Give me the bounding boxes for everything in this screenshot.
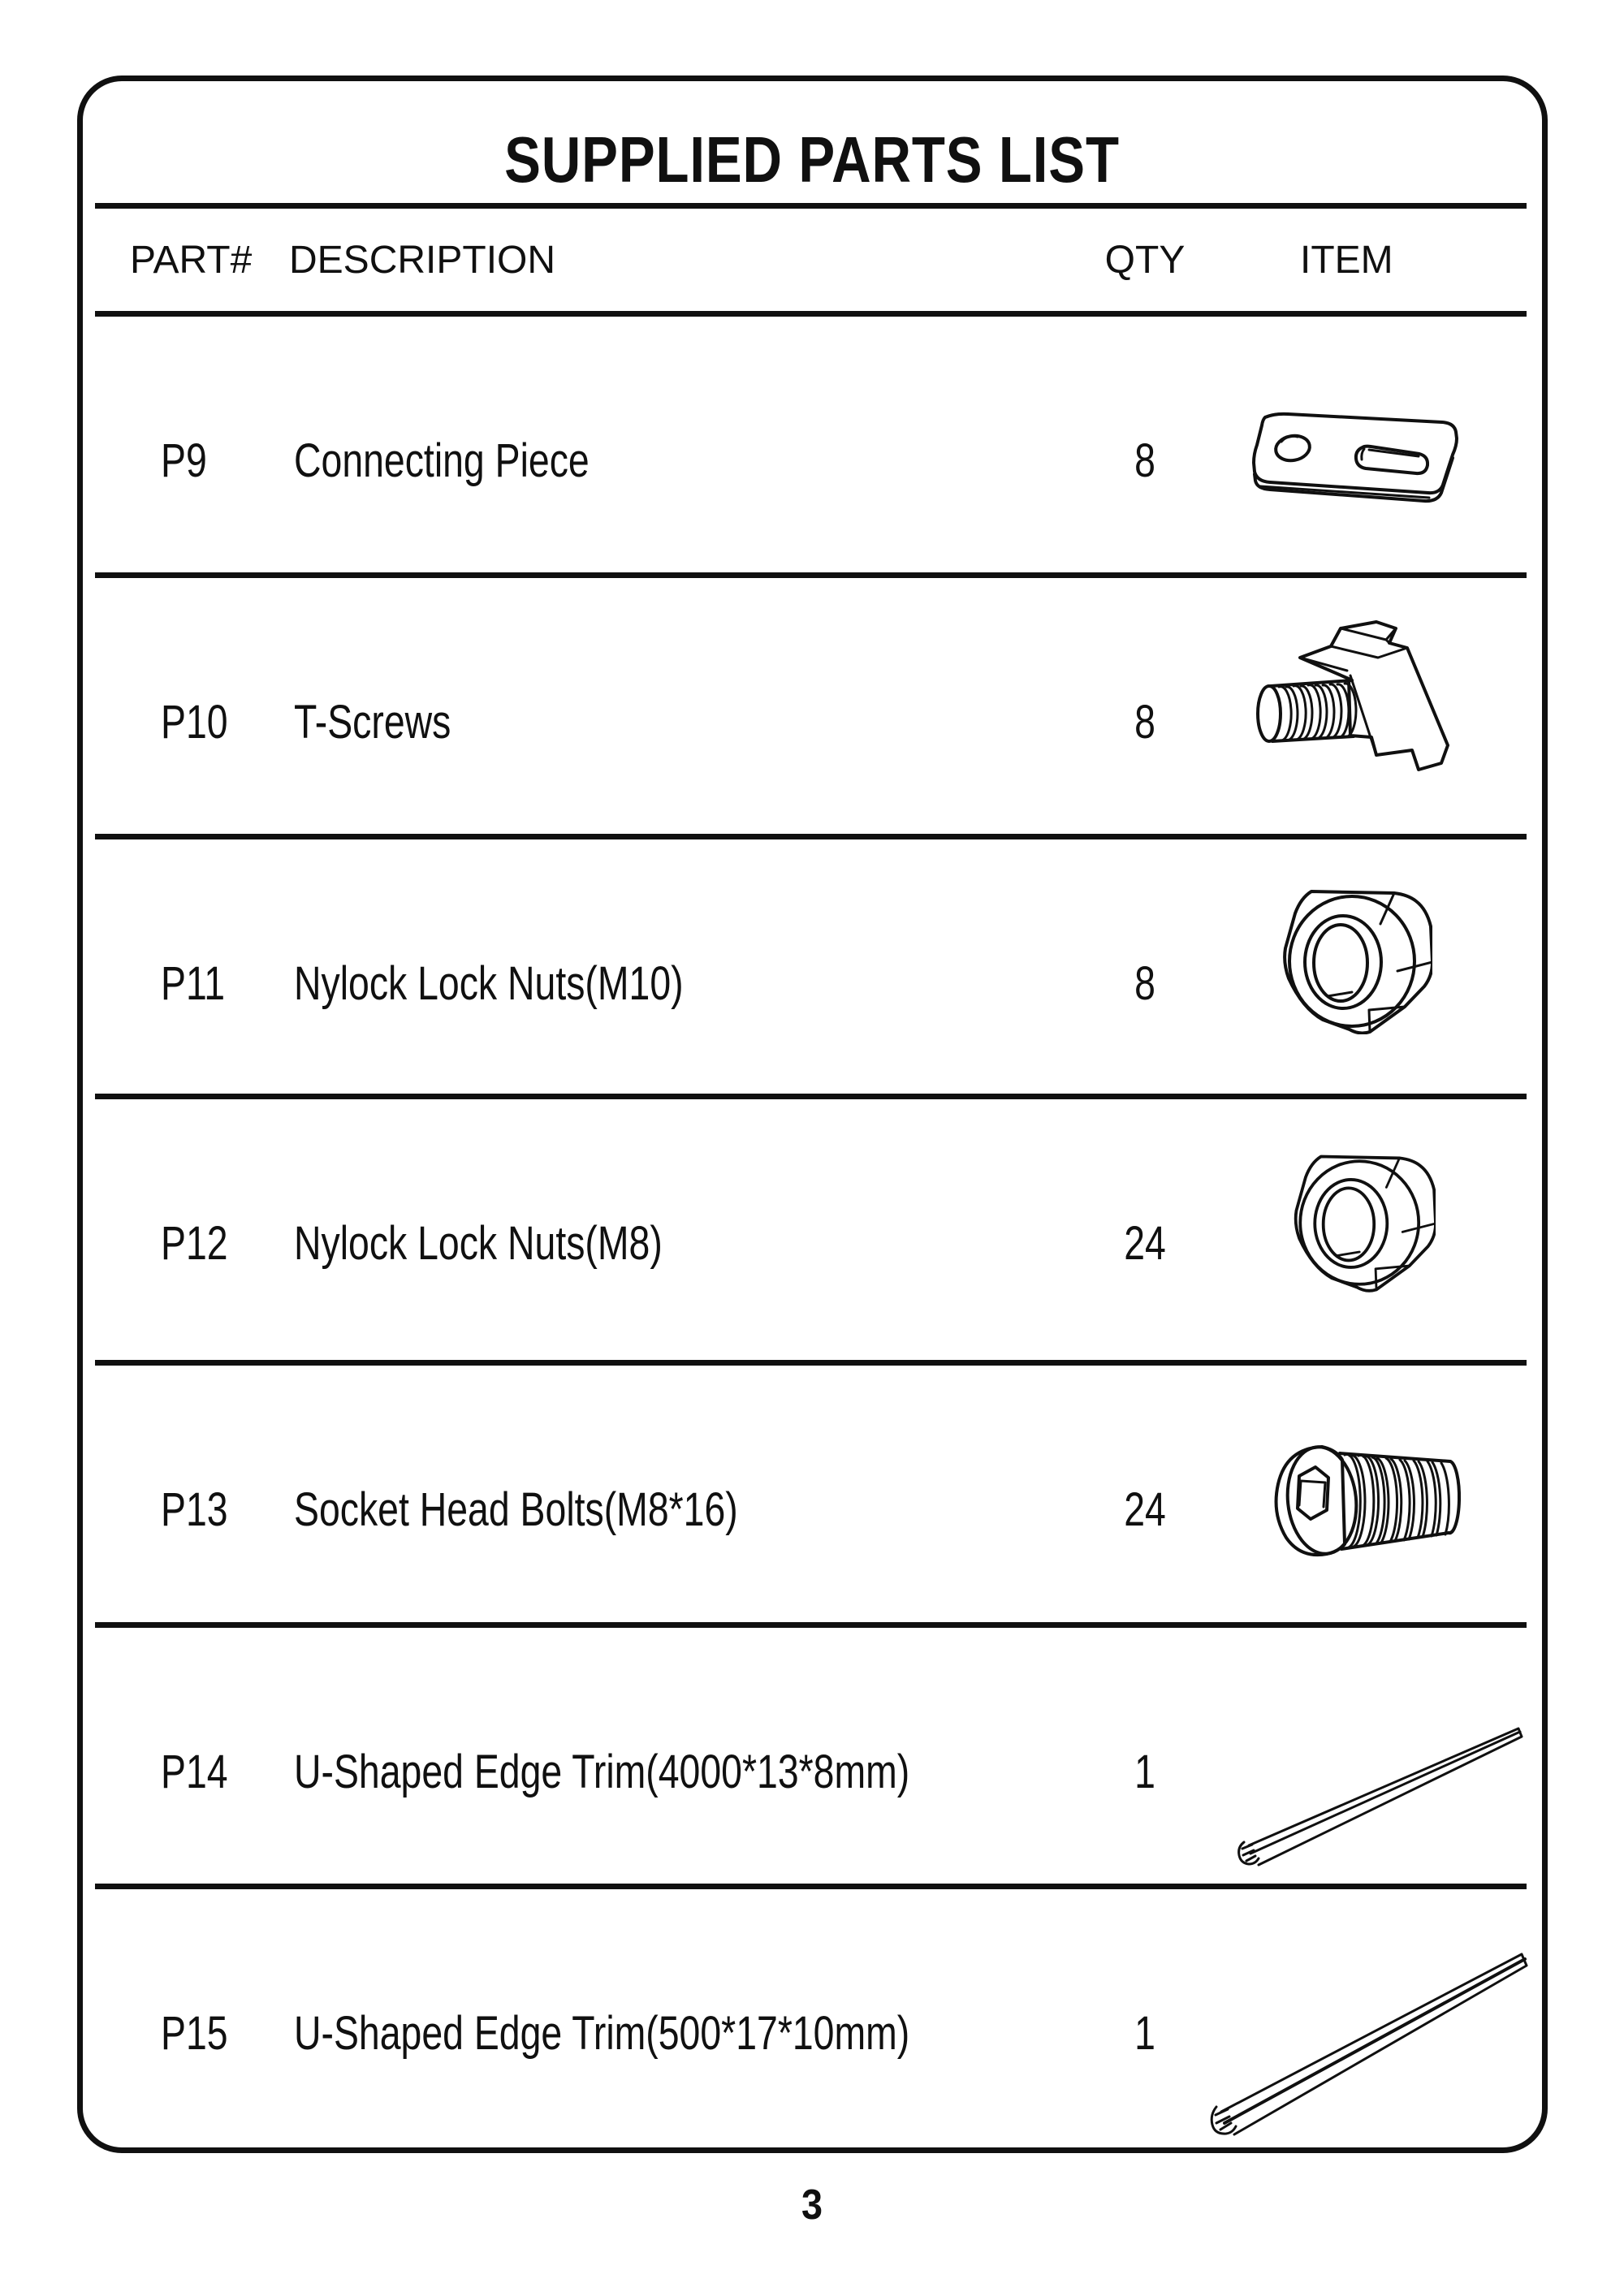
table-row [0, 839, 1624, 1094]
edge-trim-short-icon [1208, 1946, 1536, 2143]
table-row [0, 1889, 1624, 2147]
header-qty: QTY [1104, 239, 1186, 282]
part-qty: 8 [1134, 696, 1155, 749]
table-row [0, 578, 1624, 834]
nylock-nut-m8-icon [1289, 1153, 1436, 1293]
part-number: P10 [161, 696, 228, 749]
part-description: U-Shaped Edge Trim(500*17*10mm) [294, 2007, 910, 2060]
part-qty: 1 [1134, 1746, 1155, 1798]
part-qty: 8 [1134, 434, 1155, 487]
page-title: SUPPLIED PARTS LIST [504, 123, 1120, 196]
part-number: P12 [161, 1217, 228, 1270]
table-row [0, 317, 1624, 572]
nylock-nut-m10-icon [1278, 888, 1432, 1034]
part-description: T-Screws [294, 696, 451, 749]
socket-head-bolt-icon [1259, 1442, 1463, 1564]
t-screw-icon [1255, 617, 1467, 816]
part-description: U-Shaped Edge Trim(4000*13*8mm) [294, 1746, 910, 1798]
divider [95, 1094, 1527, 1099]
part-number: P11 [161, 957, 226, 1010]
part-description: Connecting Piece [294, 434, 590, 487]
part-description: Socket Head Bolts(M8*16) [294, 1483, 738, 1536]
table-row [0, 1366, 1624, 1622]
part-description: Nylock Lock Nuts(M8) [294, 1217, 663, 1270]
edge-trim-long-icon [1234, 1719, 1533, 1870]
part-number: P14 [161, 1746, 228, 1798]
divider [95, 572, 1527, 578]
part-qty: 24 [1124, 1217, 1166, 1270]
page-number: 3 [801, 2182, 823, 2229]
part-number: P13 [161, 1483, 228, 1536]
divider [95, 1622, 1527, 1628]
header-part: PART# [130, 239, 253, 282]
divider [95, 311, 1527, 317]
part-number: P9 [161, 434, 207, 487]
part-qty: 24 [1124, 1483, 1166, 1536]
header-item: ITEM [1300, 239, 1393, 282]
divider [95, 203, 1527, 209]
part-qty: 8 [1134, 957, 1155, 1010]
part-number: P15 [161, 2007, 228, 2060]
header-description: DESCRIPTION [289, 239, 556, 282]
table-row [0, 1099, 1624, 1360]
divider [95, 834, 1527, 839]
divider [95, 1884, 1527, 1889]
table-row [0, 1628, 1624, 1884]
connecting-piece-icon [1241, 404, 1462, 518]
part-qty: 1 [1134, 2007, 1155, 2060]
part-description: Nylock Lock Nuts(M10) [294, 957, 684, 1010]
divider [95, 1360, 1527, 1366]
